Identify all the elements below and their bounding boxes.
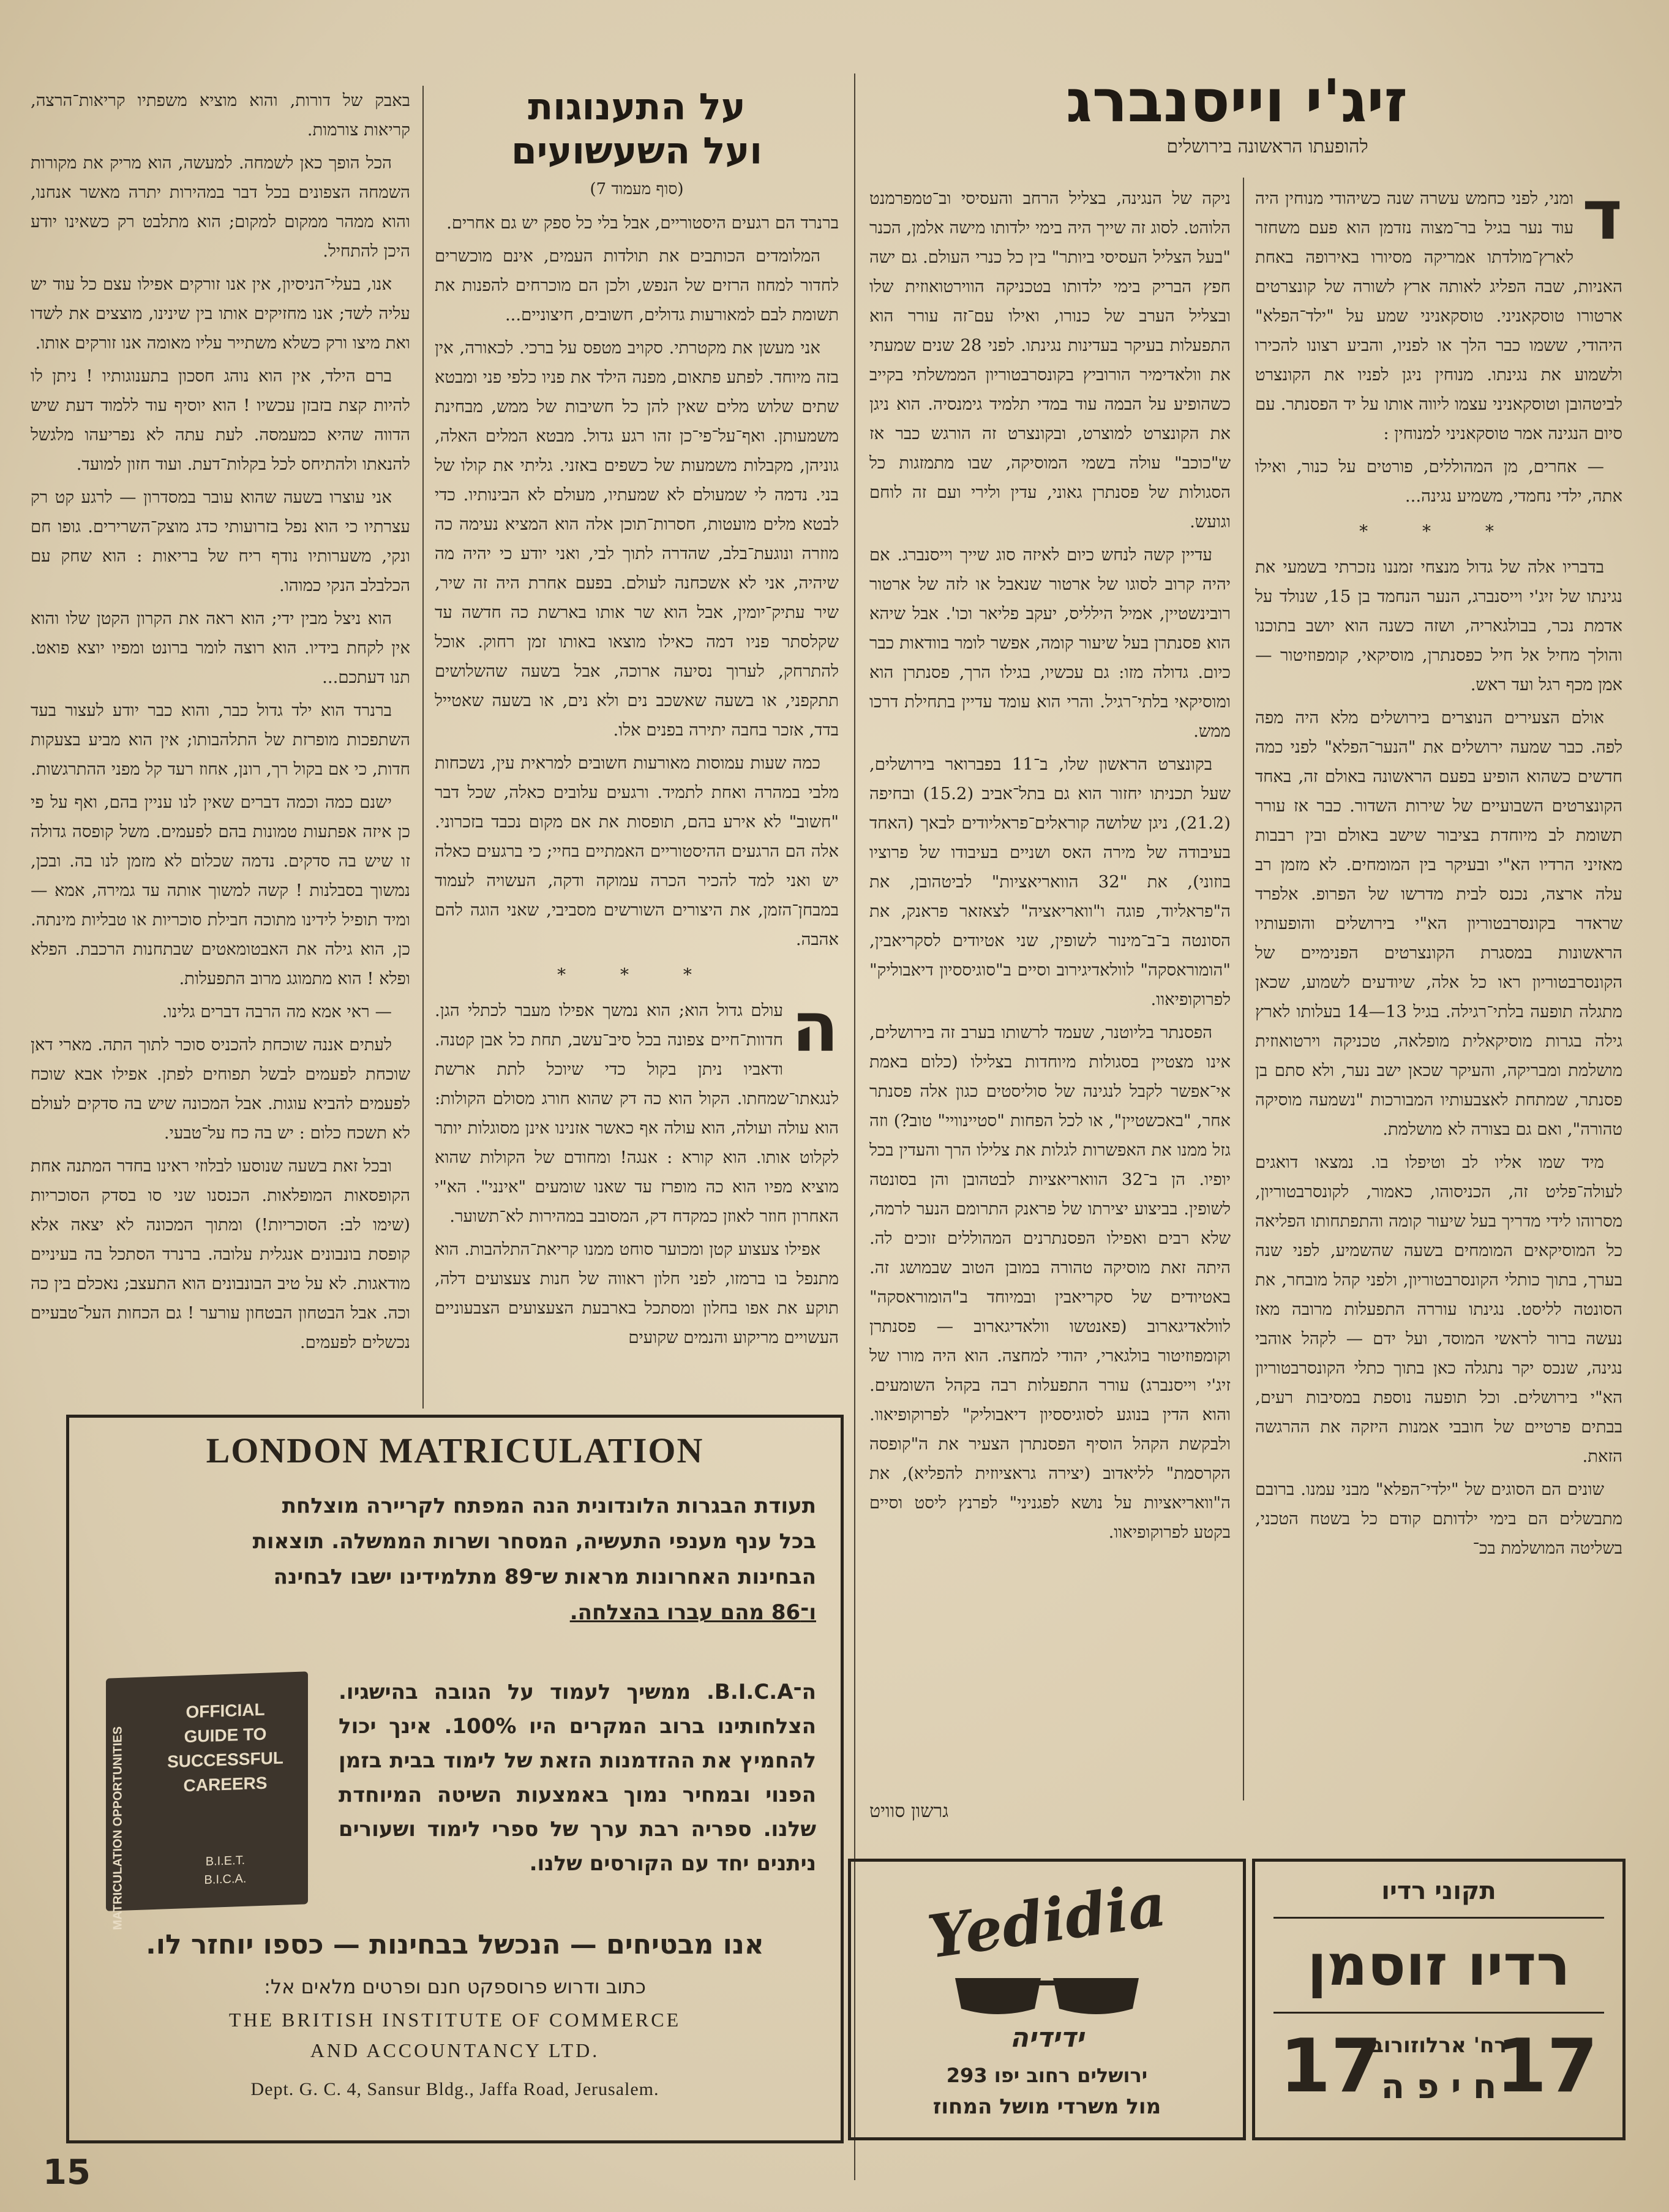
paragraph: — ראי אמא מה הרבה דברים גלינו. bbox=[162, 1002, 392, 1021]
paragraph: בדבריו אלה של גדול מנצחי זמננו נזכרתי בשמעי את נגינתו של זיג'י וייסנברג, הנער הנחמד בן 15, שנולד על אדמת נכר, בבולגאריה, ושזה כשנה הוא יושב בתוכנו והולך מחיל אל חיל כפסנתרן, מוסיקאי, קומפוזיטור — אמן מכף רגל ועד ראש. bbox=[1255, 557, 1622, 694]
article2-headline-line2: ועל השעשועים bbox=[511, 130, 762, 173]
radio-top: תקוני רדיו bbox=[1381, 1877, 1496, 1905]
paragraph: בקונצרט הראשון שלו, ב־11 בפברואר בירושלים, שעל תכניתו יחזור הוא גם בתל־אביב (15.2) ובחיפה (21.2), ניגן שלושה קוראלים־פראליודים לבאך (האחד בעיבודה של מירה האס ושניים בעיבודו של פרוציו בוזוני), את "32 הוואריאציות" לביטהובן, את ה"פראליוד, פוגה ו"וואריאציה" לצאזאר פראנק, את הסונטה ב־ב־מינור לשופין, שני אטיודים לסקריאבין, "הומוראסקה" לוולאדיגירוב וסיים ב"סוגיססיון דיאבוליק" לפרוקופיאוו. bbox=[869, 754, 1231, 1009]
article2-column-2 bbox=[31, 86, 410, 1402]
paragraph: המלומדים הכותבים את תולדות העמים, אינם מוכשרים לחדור למחוז הרזים של הנפש, ולכן הם מוכרחים להפנות את תשומת לבם למאורעות גדולים, חשובים, חיצוניים... bbox=[435, 246, 839, 325]
ad-address: Dept. G. C. 4, Sansur Bldg., Jaffa Road, Jerusalem. bbox=[250, 2079, 659, 2099]
guide-book-image bbox=[106, 1671, 308, 1930]
paragraph: אנו, בעלי־הניסיון, אין אנו זורקים אפילו עצם כל עוד יש עליה לשד; אנו מחזיקים אותו בין שינינו, מוצצים את לשדו ואת מיצו ורק כשלא משתייר עליו מאומה אנו זורקים אותו. bbox=[31, 274, 410, 353]
radio-name: רדיו זוסמן bbox=[1307, 1933, 1570, 1998]
radio-number-left: 17 bbox=[1280, 2024, 1382, 2109]
paragraph: הפסנתר בליוטנר, שעמד לרשותו בערב זה בירושלים, אינו מצטיין בסגולות מיוחדות בצלילו (כלום באמת אי־אפשר לקבל לנגינה של סוליסטים כגון אלה פסנתר אחר, "באכשטיין", או לכל הפחות "סטיינוויי" טוב?) וזה גזל ממנו את האפשרות לגלות את צלילו הרך והעדין בכל יופיו. הן ב־32 הוואריאציות לבטהובן והן בסונטה לשופין. בביצוע יצירתו של פראנק התרומם הנער לרמה, שלא רבים ואפילו הפסנתרנים המהוללים זוכים לה. היתה זאת מוסיקה טהורה במובן הטוב שבמושג זה. באטיודים של סקריאבין ובמיוחד ב"הומוראסקה" לוולאדיגארוב (פאנטשו וולאדיגארוב — פסנתרן וקומפוזיטור בולגארי, יהודי למחצה. הוא היה מורו של זיג'י וייסנברג) עורר התפעלות רבה בקהל השומעים. והוא הדין בנוגע לסוגיססיון דיאבוליק" לפרוקופיאוו. ולבקשת הקהל הוסיף הפסנתרן הצעיר את ה"קופסה הקרסמת" לליאדוב (יצירה גראציוזית להפליא), את ה"וואריאציות על נושא לפגניני" לפרנץ ליסט וסיים בקטע לפרוקופיאוו. bbox=[869, 1023, 1231, 1542]
article1-headline: זיג'י וייסנברג bbox=[1065, 67, 1408, 135]
ad-company-line1: THE BRITISH INSTITUTE OF COMMERCE bbox=[228, 2009, 681, 2031]
radio-number-right: 17 bbox=[1496, 2024, 1598, 2109]
divider bbox=[1273, 1917, 1604, 1919]
ad-line: בכל ענף מענפי התעשיה, המסחר ושרות הממשלה. תוצאות bbox=[252, 1529, 816, 1554]
book-spine: MATRICULATION OPPORTUNITIES bbox=[111, 1726, 125, 1930]
paragraph: שונים הם הסוגים של "ילדי־הפלא" מבני עמנו. ברובם מתבשלים הם בימי ילדותם קודם כל בשטח הטכני, בשליטה המושלמת בכ־ bbox=[1255, 1480, 1622, 1558]
yedidia-hebrew: ידידיה bbox=[1010, 2022, 1084, 2053]
paragraph: ברנרד הוא ילד גדול כבר, והוא כבר יודע לעצור בעד השתפכות מופרזת של התלהבותו; אין הוא מביע בצעקות חדות, כי אם בקול רך, רונן, אחוז רעד קל מפני ההתרגשות. bbox=[31, 701, 410, 779]
paragraph: ברנרד הם רגעים היסטוריים, אבל בלי כל ספק יש גם אחרים. bbox=[446, 213, 839, 233]
paragraph: באבק של דורות, והוא מוציא משפתיו קריאות־הרצה, קריאות צורמות. bbox=[31, 91, 410, 140]
page-number: 15 bbox=[43, 2153, 91, 2192]
paragraph: ישנם כמה וכמה דברים שאין לנו עניין בהם, ואף על פי כן איזה אפתעות טמונות בהם לפעמים. משל קופסה גדולה זו שיש בה סדקים. נדמה שכלום לא מזמן לנו בה. ובכן, נמשוך בסבלנות ! קשה למשוך אותה עד גמירה, אמא — ומיד תופיל לידינו מתוכה חבילת סוכריות או טבליות מינתה. כן, הוא גילה את האבטומאטים שבתחנות הרכבת. הפלא ופלא ! הוא מתמוגג מרוב התפעלות. bbox=[31, 792, 410, 988]
book-title-line: OFFICIAL bbox=[186, 1699, 265, 1722]
ad-line: הבחינות האחרונות מראות ש־89 מתלמידינו ישבו לבחינה bbox=[273, 1565, 816, 1589]
divider bbox=[1273, 2012, 1604, 2014]
book-footer: B.I.C.A. bbox=[204, 1872, 247, 1887]
paragraph: אני מעשן את מקטרתי. סקויב מטפס על ברכי. לכאורה, אין בזה מיוחד. לפתע פתאום, מפנה הילד את פניו כלפי פני ומבטא שתים שלוש מלים שאין להן כל חשיבות של ממש, מבחינת משמעותן. ואף־על־פי־כן זהו רגע גדול. מבטא המלים האלה, גוניהן, מקבלות משמעות של כשפים באזני. גליתי את קולו של בני. נדמה לי שמעולם לא שמעתיו, מעולם לא הבינותיו. כדי לבטא מלים מועטות, חסרות־תוכן אלה הוא המציא נעימה כה מוזרה ונוגעת־בלב, שהדרה לתוך לבי, ואני יודע כי יהיה מה שיהיה, אני לא אשכחנה לעולם. בפעם אחרת היה זה שיר, שיר עתיק־יומין, אבל הוא שר אותו בארשת כה חדשה עד שקלסתר פניו דמה כאילו מוצאו באותו זמן רחוק. אוכל להתרחק, לערוך נסיעה ארוכה, אבל בשעה שהשלושים תתקפני, או בשעה שאשכב נים ולא נים, או בשעה שאטייל בדד, אזכר בחבה יתירה בפנים אלו. bbox=[435, 338, 839, 740]
ad-body: ה־B.I.C.A. ממשיך לעמוד על הגובה בהישגיו. הצלחותינו ברוב המקרים היו 100%. אינך יכול להחמיץ את ההזדמנות הזאת של לימוד בבית בזמן הפנוי ובמחיר נמוך באמצעות השיטה המיוחדת שלנו. ספריה רבת ערך של ספרי לימוד ושעורים ניתנים יחד עם הקורסים שלנו. bbox=[339, 1680, 816, 1876]
radio-street: רח' ארלוזורוב bbox=[1371, 2033, 1507, 2058]
paragraph: עדיין קשה לנחש כיום לאיזה סוג שייך וייסנברג. אם יהיה קרוב לסוגו של ארטור שנאבל או לזה של ארטור רובינשטיין, אמיל הילליס, יעקב פליאר וכו'. אבל שיהא הוא פסנתרן בעל שיעור קומה, אפשר לומר בוודאות כבר כיום. גדולה מזו: גם עכשיו, בגילו הרך, פסנתרן הוא ומוסיקאי בלתי־רגיל. והרי הוא עומד עדיין בתחילת דרכו ממש. bbox=[869, 545, 1231, 741]
article2-subtitle: (סוף מעמוד 7) bbox=[590, 180, 684, 198]
paragraph: עולם גדול הוא; הוא נמשך אפילו מעבר לכתלי הגן. חדוות־חיים צפונה בכל סיב־עשב, תחת כל אבן קטנה. ודאביו ניתן בקול כדי שיוכל לתת ארשת לנגאתו־שמחתו. הקול הוא כה דק שהוא חורג מסולם הקולות: הוא עולה ועולה, הוא עולה אף כאשר אזנינו אינן מסוגלות יותר לקלוט אותו. הוא קורא : אנגה! ומחודם של הקולות שהוא מוציא מפיו הוא כה מופרז עד שאנו שומעים "אינני". הא"י האחרון חוזר לאוזן כמקדח דק, המסובב במהירות לא־תשוער. bbox=[435, 1001, 839, 1226]
article2-headline-line1: על התענוגות bbox=[528, 86, 746, 129]
ad-line: תעודת הבגרות הלונדונית הנה המפתח לקריירה מוצלחת bbox=[282, 1494, 816, 1518]
paragraph: ברם הילד, אין הוא נוהג חסכון בתענוגותיו ! ניתן לו להיות קצת בזבזן עכשיו ! הוא יוסיף עוד ללמוד דעת שיש הדווה שהיא כמעמסה. לעת עתה לא נפריעהו מלגשל להנאתו ולהתיחס לכל בקלות־דעת. ועוד חזון למועד. bbox=[31, 366, 410, 474]
paragraph: אפילו צעצוע קטן ומכוער סוחט ממנו קריאת־התלהבות. הוא מתנפל בו ברמזו, לפני חלון ראווה של חנות צעצועים דלה, תוקע את אפו בחלון ומסתכל בארבעת הצעצועים הצבעוניים העשויים מריקוע והנמים שקועים bbox=[435, 1240, 839, 1347]
paragraph: כמה שעות עמוסות מאורעות חשובים למראית עין, נשכחות מלבי במהרה ואחת לתמיד. ורגעים עלובים כאלה, שכל דבר "חשוב" לא אירע בהם, תופסות את אם מקום נכבד בזכרוני. אלה הם הרגעים ההיסטוריים האמתיים בחיי; כי ברגעים כאלה יש ואני למד להכיר הכרה עמוקה ודקה, העשויה לעמוד במבחן־הזמן, את היצורים השורשים מסביבי, שאני הוגה להם אהבה. bbox=[435, 753, 839, 949]
paragraph: לעתים אננה שוכחת להכניס סוכר לתוך התה. מארי דאן שוכחת לפעמים לבשל תפוחים לפתן. אפילו אבא שוכח לפעמים להביא עוגות. אבל המכונה שיש בה סדקים לעולם לא תשכח כלום : יש בה כח על־טבעי. bbox=[31, 1035, 410, 1143]
yedidia-landmark: מול משרדי מושל המחוז bbox=[932, 2094, 1161, 2119]
section-separator: * * * bbox=[557, 965, 716, 985]
paragraph: הוא ניצל מבין ידי; הוא ראה את הקרון הקטן שלו והוא אין לקחת בידיו. הוא רוצה לומר ברונט ומפיו יוצא פואט. תנו דעתכם... bbox=[31, 609, 410, 687]
article1-author: גרשון סוויט bbox=[869, 1800, 949, 1822]
paragraph: אולם הצעירים הנוצרים בירושלים מלא היה מפה לפה. כבר שמעה ירושלים את "הנער־הפלא" לפני כמה חדשים כשהוא הופיע בפעם הראשונה באולם זה, באחד הקונצרטים השבועיים של שירות השדור. כבר אז עורר תשומת לב מיוחדת בציבור שישב באולם ובין רבבות מאזיני הרדיו הא"י ובעיקר בין המומחים. לא מזמן רב עלה ארצה, נכנס לבית מדרשו של הפרופ. אלפרד שראדר בקונסרבטוריון הא"י בירושלים והופעותיו הראשונות במסגרת הקונצרטים הפנימיים של הקונסרבטוריון ראו כל אלה, שיודעים לשמוע, שכאן מתגלה תופעה בלתי־רגילה. בגיל 13—14 בעלותו לארץ גילה בגרות מוסיקאלית מופלאה, טכניקה וירטואוזית מושלמת ומבריקה, והעיקר שכאן ישב נער, ולא סתם בן פסנתר, שמתחת לאצבעותיו המבורכות "נשמעה מוסיקה טהורה", ואם גם בצורה לא מושלמת. bbox=[1255, 708, 1622, 1139]
paragraph: ובכל זאת בשעה שנוסעו לבלוזי ראינו בחדר המתנה אחת הקופסאות המופלאות. הכנסנו שני סו בסדק הסוכריות (שימו לב: הסוכריות!) ומתוך המכונה לא יצאה אלא קופסת בונבונים אנגלית עלובה. ברנרד הסתכל בה בעיניים מודאגות. לא על טיב הבונבונים הוא התעצב; נאכלם בין כה וכה. אבל הבטחון הבטחון עורער ! גם הכחות העל־טבעיים נכשלים לפעמים. bbox=[31, 1156, 410, 1352]
paragraph: מיד שמו אליו לב וטיפלו בו. נמצאו דואגים לעולה־פליט זה, הכניסוהו, כאמור, לקונסרבטוריון, מסרוהו לידי מדריך בעל שיעור קומה והתפתחותו הפליאה כל המוסיקאים המומחים בשעה שהשמיע, לפני שנה בערך, בתוך כותלי הקונסרבטוריון, ולפני קהל מובחר, את הסונטה לליסט. נגינתו עוררה התפעלות מרובה מאז נעשה ברור לראשי המוסד, ועל ידם — לקהל אוהבי נגינה, שנכס יקר נתגלה כאן בתוך כתלי הקונסרבטוריון הא"י בירושלים. וכל תופעה נוספת במסיבות רעים, בבתים פרטיים של חובבי אמנות היזקה את ההרגשה הזאת. bbox=[1255, 1153, 1622, 1466]
drop-cap: ד bbox=[1582, 184, 1622, 255]
article2-column-1 bbox=[435, 208, 839, 1402]
ad-contact: כתוב ודרוש פרוספקט חנם ופרטים מלאים אל: bbox=[264, 1975, 646, 1998]
paragraph: הכל הופך כאן לשמחה. למעשה, הוא מריק את מקורות השמחה הצפונים בכל דבר במהירות יתרה מאשר אנחנו, והוא ממהר ממקום למקום; הוא מתלבט רק כשאינו יודע היכן להתחיל. bbox=[31, 153, 410, 261]
yedidia-logo: Yedidia bbox=[923, 1870, 1171, 1972]
paragraph: ומני, לפני כחמש עשרה שנה כשיהודי מנוחין היה עוד נער בגיל בר־מצוה נזדמן הוא פעם משחזר לארץ־מולדתו אמריקה מסיורו באירופה באחת האניות, שבה הפליג לאותה ארץ לשורה של קונצרטים ארטורו טוסקאניני. טוסקאניני שמע על "ילד־הפלא" היהודי, ששמו כבר הלך או לפניו, והביע רצונו להכירו ולשמוע את נגינתו. מנוחין ניגן לפניו את הקונצרט לביטהובן וטוסקאניני עצמו ליווה אותו על יד הפסנתר. עם סיום הנגינה אמר טוסקאניני למנוחין : bbox=[1255, 189, 1622, 443]
ad-radio-zusman bbox=[1252, 1859, 1626, 2140]
book-footer: B.I.E.T. bbox=[205, 1853, 246, 1869]
column-rule bbox=[1243, 178, 1244, 1800]
ad-london-matriculation bbox=[66, 1415, 844, 2143]
ad-yedidia bbox=[848, 1859, 1246, 2140]
sunglasses-icon bbox=[949, 1972, 1145, 2021]
radio-city: ח י פ ה bbox=[1381, 2067, 1497, 2107]
book-title-line: SUCCESSFUL bbox=[167, 1748, 283, 1772]
ad-guarantee: אנו מבטיחים — הנכשל בבחינות — כספו יוחזר לו. bbox=[146, 1929, 764, 1960]
paragraph: — אחרים, מן המהוללים, פורטים על כנור, ואילו אתה, ילדי נחמדי, משמיע נגינה... bbox=[1255, 457, 1622, 506]
drop-cap: ה bbox=[792, 988, 839, 1067]
yedidia-address: ירושלים רחוב יפו 293 bbox=[946, 2064, 1148, 2087]
ad-intro bbox=[94, 1488, 816, 1630]
paragraph: אני עוצרו בשעה שהוא עובר במסדרון — לרגע קט רק עצרתיו כי הוא נפל בזרועותי כדג מוצק־השרירים. גופו חם ונקי, משערותיו נודף ריח של בריאות : הוא שחק עם הכלבלב הנקי כמוהו. bbox=[31, 487, 410, 595]
ad-line: ו־86 מהם עברו בהצלחה. bbox=[569, 1600, 816, 1625]
section-separator: * * * bbox=[1359, 521, 1518, 541]
article1-column-2 bbox=[869, 184, 1231, 1819]
book-title-line: GUIDE TO bbox=[184, 1724, 267, 1747]
ad-title: LONDON MATRICULATION bbox=[206, 1431, 704, 1470]
book-title-line: CAREERS bbox=[183, 1773, 268, 1796]
article1-column-1 bbox=[1255, 184, 1622, 1800]
ad-company-line2: AND ACCOUNTANCY LTD. bbox=[310, 2039, 600, 2061]
paragraph: ניקה של הנגינה, בצליל הרחב והעסיסי וב־טמפרמנט הלוהט. לסוג זה שייך היה בימי ילדותו מישה אלמן, הכנר "בעל הצליל העסיסי ביותר" בין כל כנרי העולם. גם ישה חפץ הבריק בימי ילדותו בטכניקה הווירטואוזית שלו ובצליל הערב של כנורו, ואילו עם־זה עורר הוא התפעלות בעיקר בעדינות נגינתו. לפני 28 שנים שמעתי את וולאדימיר הורוביץ בקונסרבטוריון הממשלתי בקייב כשהופיע על הבמה עוד במדי תלמיד גימנסיה. הוא ניגן את הקונצרט למוצרט, ובקונצרט זה הורגש כבר אז ש"כוכב" עולה בשמי המוסיקה, שבו מתמזגות כל הסגולות של פסנתרן גאוני, עדין ולירי ועם זה לוחם וגועש. bbox=[869, 189, 1231, 532]
article1-subtitle: להופעתו הראשונה בירושלים bbox=[1166, 136, 1368, 157]
column-rule bbox=[422, 86, 424, 1409]
